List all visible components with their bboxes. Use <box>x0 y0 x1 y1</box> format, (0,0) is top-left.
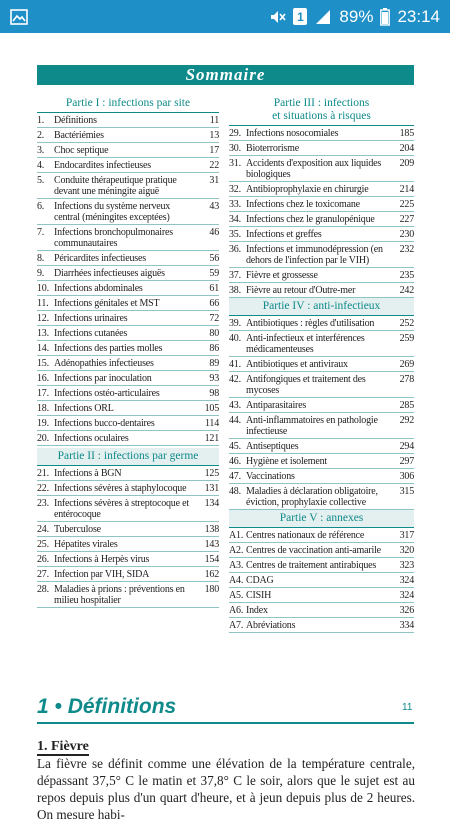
toc-entry-page: 259 <box>399 332 414 344</box>
toc-entry[interactable] <box>229 126 414 141</box>
toc-entry-title: Diarrhées infectieuses aiguës <box>54 267 165 279</box>
toc-entry-title: Index <box>246 604 268 616</box>
toc-entry-title: Accidents d'exposition aux liquides biologiques <box>246 157 382 180</box>
toc-entry-page: 185 <box>399 127 414 139</box>
gallery-icon <box>10 9 28 25</box>
toc-entry-number: 34. <box>229 213 241 225</box>
toc-entry-title: Infections et greffes <box>246 228 322 240</box>
part3-list <box>229 126 414 298</box>
toc-entry[interactable] <box>229 558 414 573</box>
toc-entry-page: 86 <box>209 342 219 354</box>
toc-entry-title: Infections des parties molles <box>54 342 163 354</box>
toc-entry-number: 43. <box>229 399 241 411</box>
toc-entry[interactable] <box>229 398 414 413</box>
toc-entry-page: 134 <box>204 497 219 509</box>
toc-entry-number: A4. <box>229 574 244 586</box>
toc-entry-number: 35. <box>229 228 241 240</box>
toc-entry-number: A6. <box>229 604 244 616</box>
toc-entry-title: Infections à BGN <box>54 467 122 479</box>
battery-level: 89% <box>339 6 374 26</box>
toc-entry-page: 13 <box>209 129 219 141</box>
toc-entry-title: Infections cutanées <box>54 327 128 339</box>
toc-entry-title: Antiseptiques <box>246 440 299 452</box>
part-heading: Partie I : infections par site <box>37 95 219 113</box>
toc-entry-number: 13. <box>37 327 49 339</box>
toc-entry-title: Maladies à déclaration obligatoire, éviction, prophylaxie collective <box>246 485 378 508</box>
toc-entry-number: A5. <box>229 589 244 601</box>
signal-icon <box>314 8 332 26</box>
toc-entry[interactable] <box>37 281 219 296</box>
toc-entry-title: Infections bronchopulmonaires communautaires <box>54 226 173 249</box>
toc-entry-page: 292 <box>399 414 414 426</box>
part1-list <box>37 113 219 446</box>
toc-entry-page: 252 <box>399 317 414 329</box>
toc-entry-title: Infections abdominales <box>54 282 143 294</box>
toc-entry[interactable] <box>37 552 219 567</box>
toc-entry-title: Antibioprophylaxie en chirurgie <box>246 183 369 195</box>
toc-right-column <box>229 95 414 633</box>
toc-entry-number: 46. <box>229 455 241 467</box>
toc-entry[interactable] <box>37 481 219 496</box>
toc-entry-title: Centres de traitement antirabiques <box>246 559 377 571</box>
toc-entry-title: Infections par inoculation <box>54 372 152 384</box>
toc-entry-number: A2. <box>229 544 244 556</box>
toc-entry-number: 17. <box>37 387 49 399</box>
toc-entry-page: 89 <box>209 357 219 369</box>
part2-list <box>37 466 219 608</box>
toc-entry-page: 242 <box>399 284 414 296</box>
toc-entry-page: 334 <box>399 619 414 631</box>
toc-entry-number: 16. <box>37 372 49 384</box>
toc-entry-number: 9. <box>37 267 45 279</box>
toc-entry-page: 180 <box>204 583 219 595</box>
toc-entry-number: 7. <box>37 226 45 238</box>
part-heading-line: et situations à risques <box>272 110 371 122</box>
toc-entry-page: 98 <box>209 387 219 399</box>
toc-entry-page: 294 <box>399 440 414 452</box>
toc-entry-page: 232 <box>399 243 414 255</box>
toc-entry-number: 21. <box>37 467 49 479</box>
toc-entry[interactable] <box>229 528 414 543</box>
toc-entry-title: Infections oculaires <box>54 432 129 444</box>
toc-entry-title: Hygiène et isolement <box>246 455 327 467</box>
toc-entry-number: 40. <box>229 332 241 344</box>
toc-entry-number: 32. <box>229 183 241 195</box>
toc-entry-title: Vaccinations <box>246 470 295 482</box>
toc-entry-title: Choc septique <box>54 144 109 156</box>
toc-entry-title: Infections génitales et MST <box>54 297 160 309</box>
part-heading: Partie IV : anti-infectieux <box>229 298 414 316</box>
toc-entry-page: 324 <box>399 574 414 586</box>
toc-entry-page: 138 <box>204 523 219 535</box>
toc-entry-page: 317 <box>399 529 414 541</box>
toc-entry[interactable] <box>229 331 414 357</box>
toc-left-column <box>37 95 219 608</box>
toc-entry[interactable] <box>37 431 219 446</box>
toc-entry-page: 114 <box>204 417 219 429</box>
toc-entry-title: Anti-infectieux et interférences médicamenteuses <box>246 332 365 355</box>
toc-entry-number: 27. <box>37 568 49 580</box>
toc-entry-title: Infections chez le granulopénique <box>246 213 375 225</box>
toc-entry-number: 15. <box>37 357 49 369</box>
toc-entry[interactable] <box>229 182 414 197</box>
toc-entry[interactable] <box>229 573 414 588</box>
toc-entry[interactable] <box>229 268 414 283</box>
toc-entry-number: 38. <box>229 284 241 296</box>
toc-entry-title: Tuberculose <box>54 523 101 535</box>
toc-entry[interactable] <box>37 522 219 537</box>
toc-entry-number: 14. <box>37 342 49 354</box>
toc-entry-title: Maladies à prions : préventions en milieu hospitalier <box>54 583 185 606</box>
toc-entry-page: 80 <box>209 327 219 339</box>
toc-entry-title: Infections à Herpès virus <box>54 553 150 565</box>
toc-entry[interactable] <box>229 454 414 469</box>
toc-entry-title: Infections et immunodépression (en dehors de l'infection par le VIH) <box>246 243 383 266</box>
toc-entry-number: 28. <box>37 583 49 595</box>
chapter-title: 1 • Définitions <box>37 695 177 718</box>
toc-entry[interactable] <box>229 372 414 398</box>
toc-entry-page: 285 <box>399 399 414 411</box>
toc-entry[interactable] <box>229 469 414 484</box>
toc-entry-page: 143 <box>204 538 219 550</box>
toc-entry-number: A1. <box>229 529 244 541</box>
toc-entry[interactable] <box>229 316 414 331</box>
toc-entry[interactable] <box>37 466 219 481</box>
chapter-divider <box>37 722 414 724</box>
toc-entry[interactable] <box>229 618 414 633</box>
toc-entry[interactable] <box>229 242 414 268</box>
toc-entry-page: 162 <box>204 568 219 580</box>
chapter-page-number: 11 <box>402 702 413 713</box>
toc-entry-number: 36. <box>229 243 241 255</box>
toc-entry[interactable] <box>229 141 414 156</box>
toc-entry-title: Antibiotiques et antiviraux <box>246 358 348 370</box>
toc-entry-number: 19. <box>37 417 49 429</box>
toc-entry-page: 278 <box>399 373 414 385</box>
toc-header: Sommaire <box>37 65 414 85</box>
toc-entry-number: 47. <box>229 470 241 482</box>
toc-entry[interactable] <box>37 296 219 311</box>
toc-entry-title: Infections ORL <box>54 402 114 414</box>
toc-entry-page: 326 <box>399 604 414 616</box>
toc-entry-page: 235 <box>399 269 414 281</box>
toc-entry[interactable] <box>37 401 219 416</box>
toc-entry-page: 61 <box>209 282 219 294</box>
toc-entry-page: 46 <box>209 226 219 238</box>
toc-entry-title: Infection par VIH, SIDA <box>54 568 150 580</box>
toc-entry-title: Définitions <box>54 114 97 126</box>
toc-entry-number: 11. <box>37 297 49 309</box>
toc-entry[interactable] <box>37 266 219 281</box>
toc-entry[interactable] <box>37 225 219 251</box>
toc-entry-page: 269 <box>399 358 414 370</box>
toc-entry-title: Conduite thérapeutique pratique devant une méningite aiguë <box>54 174 177 197</box>
toc-entry[interactable] <box>37 496 219 522</box>
toc-entry-title: Infections ostéo-articulaires <box>54 387 160 399</box>
toc-entry-page: 230 <box>399 228 414 240</box>
toc-entry-page: 204 <box>399 142 414 154</box>
toc-entry-page: 324 <box>399 589 414 601</box>
toc-entry[interactable] <box>37 371 219 386</box>
toc-entry-page: 31 <box>209 174 219 186</box>
sim-indicator: 1 <box>293 8 307 25</box>
toc-entry-page: 121 <box>204 432 219 444</box>
toc-entry-page: 209 <box>399 157 414 169</box>
toc-entry-number: 45. <box>229 440 241 452</box>
toc-entry-page: 22 <box>209 159 219 171</box>
part-heading-line: Partie III : infections <box>273 97 370 109</box>
toc-entry[interactable] <box>229 156 414 182</box>
toc-entry[interactable] <box>229 484 414 510</box>
toc-entry-number: 37. <box>229 269 241 281</box>
toc-entry-page: 59 <box>209 267 219 279</box>
toc-entry[interactable] <box>229 603 414 618</box>
part4-list <box>229 316 414 510</box>
toc-entry-number: 42. <box>229 373 241 385</box>
mute-icon <box>268 8 286 26</box>
toc-entry-title: Infections urinaires <box>54 312 128 324</box>
toc-entry-page: 225 <box>399 198 414 210</box>
toc-entry[interactable] <box>37 537 219 552</box>
toc-entry-title: Hépatites virales <box>54 538 118 550</box>
toc-entry-title: Bactériémies <box>54 129 104 141</box>
toc-entry-number: 44. <box>229 414 241 426</box>
toc-entry[interactable] <box>229 357 414 372</box>
toc-entry[interactable] <box>229 543 414 558</box>
toc-entry-page: 315 <box>399 485 414 497</box>
toc-entry-page: 11 <box>209 114 219 126</box>
toc-entry-title: Infections chez le toxicomane <box>246 198 360 210</box>
toc-entry-title: Adénopathies infectieuses <box>54 357 154 369</box>
toc-entry-number: 8. <box>37 252 45 264</box>
toc-entry-title: Bioterrorisme <box>246 142 299 154</box>
toc-entry-number: 39. <box>229 317 241 329</box>
toc-entry[interactable] <box>37 143 219 158</box>
toc-entry-title: Infections bucco-dentaires <box>54 417 155 429</box>
toc-entry-page: 320 <box>399 544 414 556</box>
toc-entry-number: 33. <box>229 198 241 210</box>
toc-entry[interactable] <box>229 588 414 603</box>
toc-entry-number: 3. <box>37 144 45 156</box>
section-subheading: 1. Fièvre <box>37 739 89 754</box>
toc-entry[interactable] <box>37 199 219 225</box>
toc-entry-number: 25. <box>37 538 49 550</box>
toc-entry-page: 323 <box>399 559 414 571</box>
toc-entry[interactable] <box>37 582 219 608</box>
toc-entry-title: Fièvre au retour d'Outre-mer <box>246 284 356 296</box>
toc-entry-page: 105 <box>204 402 219 414</box>
toc-entry-title: Abréviations <box>246 619 296 631</box>
toc-entry-page: 297 <box>399 455 414 467</box>
toc-entry-number: 20. <box>37 432 49 444</box>
toc-entry-title: Antifongiques et traitement des mycoses <box>246 373 366 396</box>
toc-entry-page: 93 <box>209 372 219 384</box>
toc-entry-page: 131 <box>204 482 219 494</box>
toc-entry[interactable] <box>229 227 414 242</box>
toc-entry[interactable] <box>37 386 219 401</box>
toc-entry-title: Centres nationaux de référence <box>246 529 365 541</box>
toc-entry-page: 214 <box>399 183 414 195</box>
toc-entry-number: 5. <box>37 174 45 186</box>
toc-entry-title: CDAG <box>246 574 274 586</box>
toc-entry[interactable] <box>229 197 414 212</box>
toc-entry-page: 306 <box>399 470 414 482</box>
toc-entry-number: 29. <box>229 127 241 139</box>
toc-entry-number: 30. <box>229 142 241 154</box>
toc-entry[interactable] <box>37 128 219 143</box>
toc-entry-title: Péricardites infectieuses <box>54 252 146 264</box>
toc-entry-number: 26. <box>37 553 49 565</box>
toc-entry-page: 43 <box>209 200 219 212</box>
toc-entry-title: Centres de vaccination anti-amarile <box>246 544 381 556</box>
document-page[interactable] <box>0 33 450 822</box>
toc-entry-title: Antiparasitaires <box>246 399 307 411</box>
status-bar <box>0 0 450 33</box>
toc-entry-title: Infections sévères à streptocoque et entérocoque <box>54 497 189 520</box>
toc-entry[interactable] <box>229 283 414 298</box>
toc-entry-page: 66 <box>209 297 219 309</box>
toc-entry-number: 12. <box>37 312 49 324</box>
toc-entry-number: 22. <box>37 482 49 494</box>
toc-entry[interactable] <box>37 567 219 582</box>
toc-entry-title: Endocardites infectieuses <box>54 159 151 171</box>
body-paragraph: La fièvre se définit comme une élévation de la température centrale, dépassant 37,5° C le matin et 37,8° C le soir, alors que le sujet est au repos depuis plus d'un quart d'heure, et à jeun depuis plus de 2 heures. On mesure habi- <box>37 756 415 822</box>
toc-entry-number: 1. <box>37 114 45 126</box>
toc-entry-number: 24. <box>37 523 49 535</box>
toc-entry-number: 41. <box>229 358 241 370</box>
toc-entry-page: 125 <box>204 467 219 479</box>
toc-entry-number: 6. <box>37 200 45 212</box>
toc-entry-title: CISIH <box>246 589 272 601</box>
toc-entry-title: Infections sévères à staphylocoque <box>54 482 187 494</box>
toc-entry[interactable] <box>37 173 219 199</box>
toc-entry-number: 31. <box>229 157 241 169</box>
clock: 23:14 <box>397 6 440 26</box>
toc-entry[interactable] <box>37 251 219 266</box>
part-heading: Partie II : infections par germe <box>37 448 219 466</box>
toc-entry-page: 154 <box>204 553 219 565</box>
toc-entry-title: Fièvre et grossesse <box>246 269 318 281</box>
part-heading: Partie V : annexes <box>229 510 414 528</box>
toc-entry[interactable] <box>37 356 219 371</box>
toc-entry-number: 10. <box>37 282 49 294</box>
toc-entry-number: 18. <box>37 402 49 414</box>
toc-entry[interactable] <box>37 326 219 341</box>
toc-entry[interactable] <box>37 311 219 326</box>
battery-icon <box>380 8 390 26</box>
toc-entry-number: 23. <box>37 497 49 509</box>
toc-entry-number: A7. <box>229 619 244 631</box>
toc-entry-number: 48. <box>229 485 241 497</box>
toc-entry[interactable] <box>37 416 219 431</box>
toc-entry-title: Anti-inflammatoires en pathologie infectieuse <box>246 414 378 437</box>
toc-entry-number: 4. <box>37 159 45 171</box>
toc-entry-title: Infections du système nerveux central (méningites exceptées) <box>54 200 171 223</box>
toc-entry-page: 72 <box>209 312 219 324</box>
part-heading <box>229 95 414 126</box>
toc-entry[interactable] <box>37 341 219 356</box>
toc-entry[interactable] <box>229 439 414 454</box>
toc-entry-number: A3. <box>229 559 244 571</box>
toc-entry-page: 17 <box>209 144 219 156</box>
toc-entry-page: 56 <box>209 252 219 264</box>
toc-entry[interactable] <box>229 413 414 439</box>
toc-entry[interactable] <box>229 212 414 227</box>
toc-entry-title: Antibiotiques : règles d'utilisation <box>246 317 375 329</box>
part5-list <box>229 528 414 633</box>
toc-entry[interactable] <box>37 158 219 173</box>
toc-entry[interactable] <box>37 113 219 128</box>
toc-entry-number: 2. <box>37 129 45 141</box>
toc-entry-page: 227 <box>399 213 414 225</box>
toc-entry-title: Infections nosocomiales <box>246 127 339 139</box>
